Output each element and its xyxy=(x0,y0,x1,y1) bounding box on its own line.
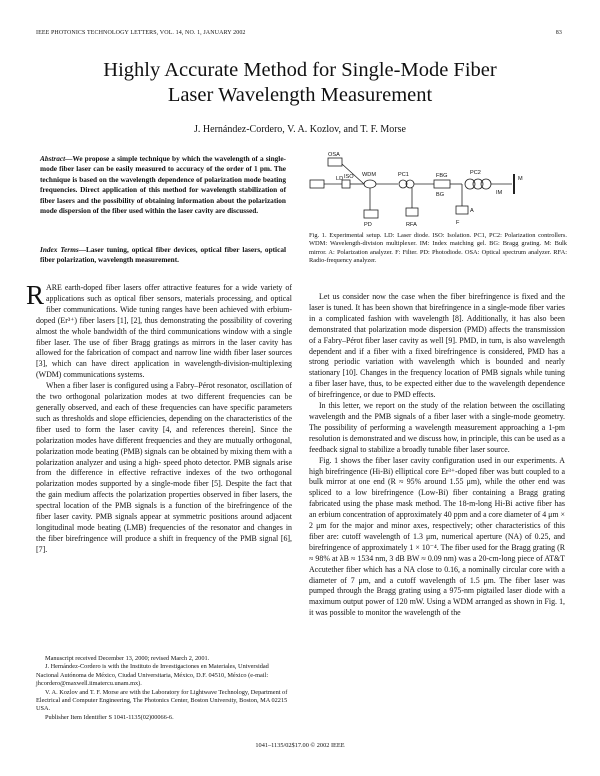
index-terms xyxy=(40,245,286,266)
authors: J. Hernández-Cordero, V. A. Kozlov, and T. F. Morse xyxy=(194,124,406,135)
paragraph-4: In this letter, we report on the study of the relation between the oscillating wavelength and the PMB signals of a fiber laser with a single-mode geometry. The possibility of performing a wavelength measurement approaching a 1-pm resolution is demonstrated and we discuss how, in principle, this can be used as a feedback signal to stabilize a broadly tunable fiber laser source. xyxy=(309,401,565,454)
abstract xyxy=(40,154,286,216)
photodiode-box xyxy=(364,210,378,218)
label-m: M xyxy=(518,176,523,182)
title-line-1: Highly Accurate Method for Single-Mode Fiber xyxy=(103,59,497,81)
running-header: IEEE PHOTONICS TECHNOLOGY LETTERS, VOL. 14, NO. 1, JANUARY 2002 xyxy=(36,30,246,36)
analyzer-box xyxy=(456,206,468,214)
label-pd: PD xyxy=(364,222,372,228)
left-column xyxy=(26,280,292,556)
intro-text: ARE earth-doped fiber lasers offer attractive features for a wide variety of applications such as optical fiber sensors, materials processing, and optical fiber communications. Wide tuning ranges have been achieved with erbium-doped (Er³⁺) fiber lasers [1], [2], thus demonstrating the possibility of covering almost the whole bandwidth of the third communications window with a single fiber laser. The use of fiber Bragg gratings as mirrors in the laser cavity has allowed for the fabrication of compact and narrow line width fiber laser sources [3], which can have direct application in wavelength-division-multiplexing (WDM) communications systems. xyxy=(36,283,292,380)
drop-cap: R xyxy=(26,280,45,310)
abstract-text: We propose a simple technique by which the wavelength of a single-mode fiber laser can be easily measured to accuracy of the order of 1 pm. The technique is based on the wavelength dependence of polarization mode beating frequencies. Direct application of this method for wavelength stabilization of fiber lasers and the possibility of obtaining information about the polarization mode dispersion of the fiber used within the laser cavity are discussed. xyxy=(40,154,286,216)
index-terms-lead: Index Terms— xyxy=(40,245,87,254)
label-ld: LD xyxy=(336,176,344,182)
paper-title xyxy=(0,58,600,108)
wdm-coupler xyxy=(364,180,376,188)
paragraph-3: Let us consider now the case when the fiber birefringence is fixed and the laser is tuned. It has been shown that birefringence in a single-mode fiber varies in a complicated fashion with wavelength [8]. Additionally, it has also been demonstrated that polarization mode dispersion (PMD) affects the transmission of a Fabry–Pérot fiber laser cavity as well [9]. PMD, in turn, is also wavelength dependent and if a fiber with a fixed birefringence is considered, PMD has a strong periodic variation with wavelength which is bounded and nearly stationary [10]. Changes in the frequency location of PMB signals while tuning a fiber laser have, thus, to be expected either due to the wavelength dependence of birefringence, or due to PMD effects. xyxy=(309,292,565,400)
paragraph-5: Fig. 1 shows the fiber laser cavity configuration used in our experiments. A high birefringence (Hi-Bi) elliptical core Er³⁺-doped fiber was butt coupled to a bulk mirror at one end (R ≈ 95% around 1.55 μm), while the other end was spliced to a low birefringence (Low-Bi) fiber containing a Bragg grating fabricated using the phase mask method. The 18-m-long Hi-Bi active fiber has an erbium concentration of approximately 40 ppm and a core diameter of 4 μm × 2 μm for the major and minor axes, respectively; other characteristics of this fiber are: cutoff wavelength of 1.3 μm, numerical aperture (NA) of 0.25, and birefringence of approximately 1 × 10⁻⁴. The fiber used for the Bragg grating (R ≈ 98% at λB ≈ 1534 nm, 3 dB BW ≈ 0.09 nm) was a 20-cm-long piece of AT&T Accutether fiber which has a NA close to 0.16, a nominally circular core with a diameter of 7 μm, and a cutoff wavelength of 1.5 μm. The fiber laser was pumped through the Bragg grating using a 975-nm pigtailed laser diode with a maximum output power of 120 mW. Using a WDM arranged as shown in Fig. 1, it was possible to monitor the wavelength of the xyxy=(309,455,565,618)
label-osa: OSA xyxy=(328,152,340,158)
index-terms-text: Laser tuning, optical fiber devices, optical fiber lasers, optical fiber polarization, wavelength measurement. xyxy=(40,245,286,265)
label-im: IM xyxy=(496,190,503,196)
rfa-box xyxy=(406,208,418,216)
note-pii: Publisher Item Identifier S 1041-1135(02)00066-6. xyxy=(45,713,174,721)
note-received: Manuscript received December 13, 2000; revised March 2, 2001. xyxy=(45,655,210,662)
osa-box xyxy=(328,158,342,166)
label-pc2: PC2 xyxy=(470,170,481,176)
label-bg: BG xyxy=(436,192,445,198)
label-a: A xyxy=(470,208,474,214)
label-rfa: RFA xyxy=(406,222,417,228)
intro-paragraph xyxy=(26,280,292,381)
paragraph-2: When a fiber laser is configured using a Fabry–Pérot resonator, oscillation of the two orthogonal polarization modes at two different frequencies can be generally observed, and each of these frequencies can have specific parameters such as thresholds and slope efficiencies, depending on the characteristics of the fiber used to form the laser cavity [4, and references therein]. Since the polarization modes have different frequencies and they are mutually orthogonal, polarization mode beating (PMB) signals can be obtained by mixing them with a polarization analyzer and using a high- speed photo detector. PMB signals arise from the difference in effective refractive indexes of the two orthogonal polarization modes supported by a single-mode fiber [5]. Despite the fact that the gain medium affects the polarization properties observed in fiber lasers, the spectral location of the PMB signals is a function of the birefringence of the fiber laser cavity. PMB signals appear at symmetric positions around adjacent longitudinal mode beating (LMB) frequencies of the resonator and changes in the fiber birefringence will produce a shift in frequency of the PMB signal [6], [7]. xyxy=(36,381,292,554)
label-fbg: FBG xyxy=(436,173,448,179)
abstract-lead: Abstract— xyxy=(40,154,73,163)
note-author-1: J. Hernández-Cordero is with the Instituto de Investigaciones en Materiales, Universidad Nacional Autónoma de México, Ciudad Universitaria, México, D.F. 04510, México (e-mail: jhcordero@maxwell.iimatercu.unam.mx). xyxy=(36,663,269,688)
setup-figure xyxy=(302,150,568,236)
label-iso: ISO xyxy=(344,174,354,180)
label-wdm: WDM xyxy=(362,172,376,178)
isolator-box xyxy=(342,180,350,188)
bragg-grating-box xyxy=(434,180,450,188)
label-f: F xyxy=(456,220,460,226)
footnotes xyxy=(36,655,292,722)
right-column xyxy=(309,292,565,619)
label-pc1: PC1 xyxy=(398,172,409,178)
page-number: 83 xyxy=(555,30,562,36)
title-line-2: Laser Wavelength Measurement xyxy=(167,84,433,106)
laser-diode-box xyxy=(310,180,324,188)
figure-caption: Fig. 1. Experimental setup. LD: Laser diode. ISO: Isolation. PC1, PC2: Polarization controllers. WDM: Wavelength-division multiplexer. IM: Index matching gel. BG: Bragg grating. M: Bulk mirror. A: Polarization analyzer. F: Filter. PD: Photodiode. OSA: Optical spectrum analyzer. RFA: Radio-frequency analyzer. xyxy=(309,232,567,265)
copyright-footer: 1041–1135/02$17.00 © 2002 IEEE xyxy=(255,742,345,749)
note-authors-2-3: V. A. Kozlov and T. F. Morse are with the Laboratory for Lightwave Technology, Department of Electrical and Computer Engineering, The Photonics Center, Boston University, Boston, MA 02215 USA. xyxy=(36,688,288,713)
